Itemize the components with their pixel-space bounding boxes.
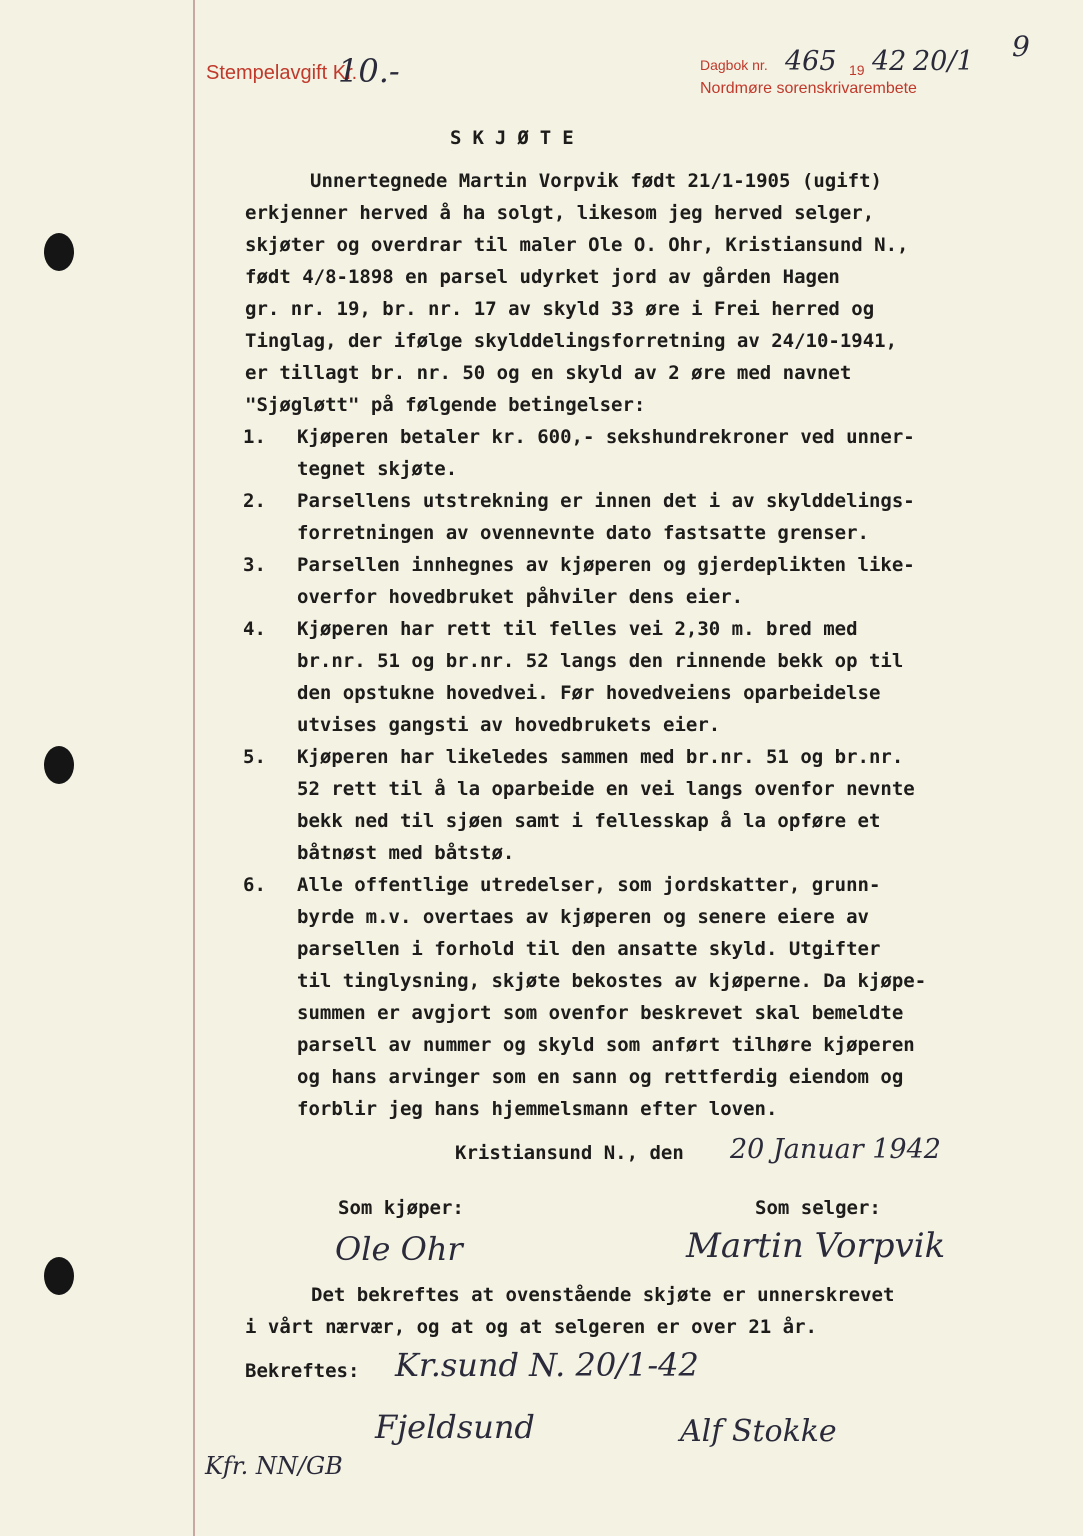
intro-line: gr. nr. 19, br. nr. 17 av skyld 33 øre i Frei herred og: [245, 298, 875, 320]
condition-line: utvises gangsti av hovedbrukets eier.: [297, 714, 721, 736]
condition-line: Kjøperen har rett til felles vei 2,30 m. bred med: [297, 618, 858, 640]
witness-place-date: Kr.sund N. 20/1-42: [395, 1346, 699, 1384]
seller-label: Som selger:: [755, 1197, 881, 1219]
intro-line: Tinglag, der ifølge skylddelingsforretning av 24/10-1941,: [245, 330, 898, 352]
stamp-dagbok-label: Dagbok nr.: [700, 57, 768, 73]
stamp-office: Nordmøre sorenskrivarembete: [700, 80, 917, 97]
condition-line: forblir jeg hans hjemmelsmann efter loven.: [297, 1098, 778, 1120]
condition-line: den opstukne hovedvei. Før hovedveiens oparbeidelse: [297, 682, 881, 704]
stamp-dagbok-year: 42: [872, 46, 907, 77]
place-date-handwritten: 20 Januar 1942: [730, 1134, 941, 1165]
buyer-signature: Ole Ohr: [335, 1230, 463, 1268]
stamp-stempelavgift-label: Stempelavgift Kr.: [206, 62, 358, 84]
condition-line: båtnøst med båtstø.: [297, 842, 515, 864]
condition-line: summen er avgjort som ovenfor beskrevet skal bemeldte: [297, 1002, 904, 1024]
condition-line: Kjøperen betaler kr. 600,- sekshundrekroner ved unner-: [297, 426, 915, 448]
condition-number: 2.: [243, 490, 266, 512]
intro-line: Unnertegnede Martin Vorpvik født 21/1-1905 (ugift): [310, 170, 882, 192]
page-number: 9: [1012, 30, 1030, 63]
condition-line: bekk ned til sjøen samt i fellesskap å la opføre et: [297, 810, 881, 832]
condition-line: tegnet skjøte.: [297, 458, 458, 480]
bekreftes-label: Bekreftes:: [245, 1360, 360, 1382]
margin-note: Kfr. NN/GB: [205, 1452, 343, 1480]
certification-line: i vårt nærvær, og at og at selgeren er over 21 år.: [245, 1316, 817, 1338]
condition-line: Alle offentlige utredelser, som jordskatter, grunn-: [297, 874, 881, 896]
intro-line: erkjenner herved å ha solgt, likesom jeg herved selger,: [245, 202, 875, 224]
condition-line: byrde m.v. overtaes av kjøperen og senere eiere av: [297, 906, 869, 928]
intro-line: er tillagt br. nr. 50 og en skyld av 2 øre med navnet: [245, 362, 852, 384]
place-date-typed: Kristiansund N., den: [455, 1142, 684, 1164]
witness-signature-1: Fjeldsund: [375, 1408, 535, 1446]
condition-number: 6.: [243, 874, 266, 896]
intro-line: født 4/8-1898 en parsel udyrket jord av gården Hagen: [245, 266, 840, 288]
stamp-dagbok-year-prefix: 19: [849, 62, 865, 78]
certification-line: Det bekreftes at ovenstående skjøte er unnerskrevet: [311, 1284, 895, 1306]
stamp-stempelavgift-amount: 10.-: [338, 52, 400, 90]
document-title: SKJØTE: [450, 127, 585, 149]
condition-line: br.nr. 51 og br.nr. 52 langs den rinnende bekk op til: [297, 650, 904, 672]
condition-number: 4.: [243, 618, 266, 640]
punch-hole: [44, 1257, 74, 1295]
margin-rule: [193, 0, 195, 1536]
seller-signature: Martin Vorpvik: [686, 1226, 946, 1266]
condition-line: 52 rett til å la oparbeide en vei langs ovenfor nevnte: [297, 778, 915, 800]
condition-number: 5.: [243, 746, 266, 768]
stamp-dagbok-date: 20/1: [913, 46, 974, 77]
intro-line: "Sjøgløtt" på følgende betingelser:: [245, 394, 646, 416]
stamp-dagbok-number: 465: [785, 46, 837, 77]
condition-line: parsell av nummer og skyld som anført tilhøre kjøperen: [297, 1034, 915, 1056]
condition-line: til tinglysning, skjøte bekostes av kjøperne. Da kjøpe-: [297, 970, 927, 992]
condition-line: og hans arvinger som en sann og rettferdig eiendom og: [297, 1066, 904, 1088]
buyer-label: Som kjøper:: [338, 1197, 464, 1219]
condition-line: forretningen av ovennevnte dato fastsatte grenser.: [297, 522, 869, 544]
condition-number: 3.: [243, 554, 266, 576]
condition-number: 1.: [243, 426, 266, 448]
punch-hole: [44, 746, 74, 784]
condition-line: overfor hovedbruket påhviler dens eier.: [297, 586, 744, 608]
condition-line: parsellen i forhold til den ansatte skyld. Utgifter: [297, 938, 881, 960]
witness-signature-2: Alf Stokke: [680, 1414, 837, 1449]
condition-line: Kjøperen har likeledes sammen med br.nr. 51 og br.nr.: [297, 746, 904, 768]
condition-line: Parsellens utstrekning er innen det i av skylddelings-: [297, 490, 915, 512]
condition-line: Parsellen innhegnes av kjøperen og gjerdeplikten like-: [297, 554, 915, 576]
punch-hole: [44, 233, 74, 271]
intro-line: skjøter og overdrar til maler Ole O. Ohr, Kristiansund N.,: [245, 234, 909, 256]
